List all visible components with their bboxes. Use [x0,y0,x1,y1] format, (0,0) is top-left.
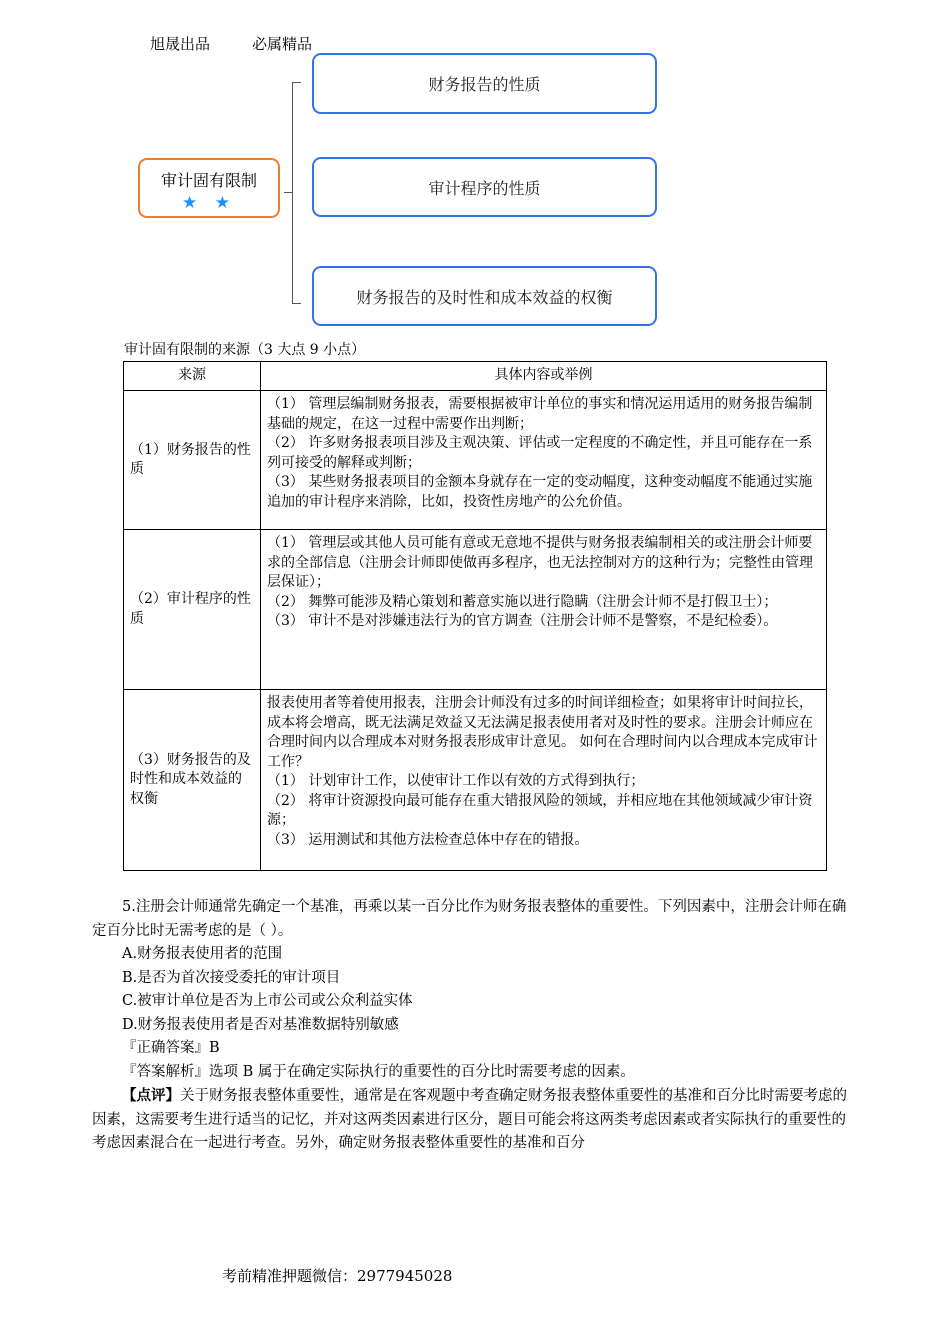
content-line: （1） 管理层或其他人员可能有意或无意地不提供与财务报表编制相关的或注册会计师要求的全部信息（注册会计师即使做再多程序，也无法控制对方的这种行为；完整性由管理层保证）； [267,535,813,590]
table-header-cell: 具体内容或举例 [261,362,827,391]
content-line: （3） 某些财务报表项目的金额本身就存在一定的变动幅度，这种变动幅度不能通过实施追加的审计程序来消除，比如，投资性房地产的公允价值。 [267,474,813,510]
diagram-bracket [292,82,301,304]
diagram-child-node: 财务报告的性质 [312,53,657,114]
diagram-child-node: 审计程序的性质 [312,157,657,217]
diagram-root-label: 审计固有限制 [160,171,257,190]
header-left: 旭晟出品 [150,35,211,53]
sources-table [123,361,827,871]
source-cell: （2）审计程序的性质 [124,530,261,690]
table-row [124,391,827,530]
table-row [124,530,827,690]
content-line: （1） 管理层编制财务报表，需要根据被审计单位的事实和情况运用适用的财务报告编制基础的规定，在这一过程中需要作出判断； [267,396,813,432]
content-line: （3） 运用测试和其他方法检查总体中存在的错报。 [267,831,589,848]
header-right: 必属精品 [252,35,313,53]
content-line: （3） 审计不是对涉嫌违法行为的官方调查（注册会计师不是警察，不是纪检委）。 [267,613,778,629]
content-line: （2） 将审计资源投向最可能存在重大错报风险的领域，并相应地在其他领域减少审计资源； [267,792,813,828]
table-header-row [124,362,827,391]
diagram-root-node [138,158,280,218]
question-stem: 5.注册会计师通常先确定一个基准，再乘以某一百分比作为财务报表整体的重要性。下列因素中，注册会计师在确定百分比时无需考虑的是（ ）。 [92,899,847,939]
answer-analysis: 『答案解析』选项 B 属于在确定实际执行的重要性的百分比时需要考虑的因素。 [122,1063,635,1080]
option-c: C.被审计单位是否为上市公司或公众利益实体 [122,993,413,1009]
table-caption: 审计固有限制的来源（3 大点 9 小点） [124,342,366,358]
option-b: B.是否为首次接受委托的审计项目 [122,969,341,986]
table-row [124,690,827,871]
source-cell: （1）财务报告的性质 [124,391,261,530]
content-line: （2） 舞弊可能涉及精心策划和蓄意实施以进行隐瞒（注册会计师不是打假卫士）； [267,593,778,610]
diagram-bracket-tick [284,192,292,193]
comment-text: 关于财务报表整体重要性，通常是在客观题中考查确定财务报表整体重要性的基准和百分比时需要考虑的因素，这需要考生进行适当的记忆，并对这两类因素进行区分，题目可能会将这两类考虑因素或者实际执行的重要性的考虑因素混合在一起进行考查。另外，确定财务报表整体重要性的基准和百分 [92,1088,847,1151]
page-header [150,33,354,54]
star-rating-icon: ★ ★ [182,193,236,213]
content-cell [261,690,827,871]
comment-label: 【点评】 [122,1087,180,1104]
option-a: A.财务报表使用者的范围 [122,946,283,962]
question-block [92,896,860,1156]
option-d: D.财务报表使用者是否对基准数据特别敏感 [122,1016,399,1033]
diagram-child-node: 财务报告的及时性和成本效益的权衡 [312,266,657,326]
source-cell: （3）财务报告的及时性和成本效益的权衡 [124,690,261,871]
content-cell [261,391,827,530]
comment [92,1084,860,1156]
content-line: （1） 计划审计工作，以使审计工作以有效的方式得到执行； [267,773,645,789]
content-line: 报表使用者等着使用报表，注册会计师没有过多的时间详细检查；如果将审计时间拉长，成本将会增高，既无法满足效益又无法满足报表使用者对及时性的要求。注册会计师应在合理时间内以合理成本对财务报表形成审计意见。 如何在合理时间内以合理成本完成审计工作？ [267,695,818,770]
content-cell [261,530,827,690]
content-line: （2） 许多财务报表项目涉及主观决策、评估或一定程度的不确定性，并且可能存在一系列可接受的解释或判断； [267,435,813,471]
table-header-cell: 来源 [124,362,261,391]
correct-answer: 『正确答案』B [122,1040,220,1056]
page-footer: 考前精准押题微信：2977945028 [222,1267,453,1285]
